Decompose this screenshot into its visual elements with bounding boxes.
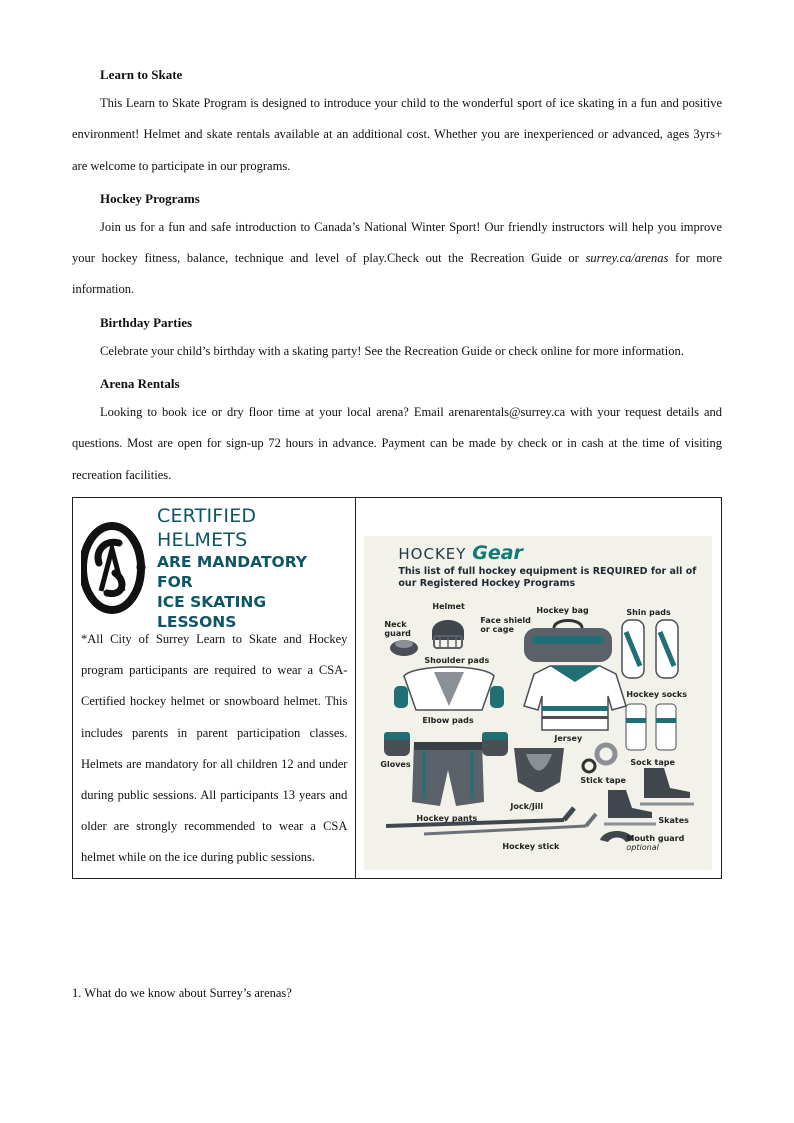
svg-text:R: R xyxy=(139,564,143,571)
label-helmet: Helmet xyxy=(432,601,465,611)
gear-title xyxy=(398,542,523,564)
section-body: Celebrate your child’s birthday with a skating party! See the Recreation Guide or check online for more information. xyxy=(100,343,684,358)
body-text: for more information. xyxy=(72,251,723,297)
label-jersey: Jersey xyxy=(554,733,583,743)
section-hockey-programs xyxy=(72,186,722,306)
info-table xyxy=(72,497,722,879)
label-neck-guard: Neck guard xyxy=(384,619,411,638)
section-arena-rentals xyxy=(72,371,722,491)
section-heading: Birthday Parties xyxy=(100,314,193,330)
label-hockey-socks: Hockey socks xyxy=(626,689,687,699)
label-sock-tape: Sock tape xyxy=(630,757,675,767)
hockey-socks-icon xyxy=(626,704,676,750)
hockey-pants-icon xyxy=(412,742,484,806)
question-1: 1. What do we know about Surrey’s arenas? xyxy=(72,986,292,1000)
label-hockey-bag: Hockey bag xyxy=(536,605,589,615)
gear-subtitle: This list of full hockey equipment is REQUIRED for all of our Registered Hockey Programs xyxy=(398,565,697,589)
hockey-bag-icon xyxy=(524,620,612,662)
label-stick-tape: Stick tape xyxy=(580,775,626,785)
label-optional: optional xyxy=(626,842,659,852)
section-body: This Learn to Skate Program is designed to introduce your child to the wonderful sport of ice skating in a fun and positive environment! Helmet and skate rentals available at an additional cost. Whether you are inexperienced or advanced, ages 3yrs+ are welcome to participate in our programs. xyxy=(72,96,722,173)
shin-pads-icon xyxy=(622,620,678,678)
jersey-icon xyxy=(524,666,626,730)
section-heading: Hockey Programs xyxy=(100,190,200,206)
label-elbow-pads: Elbow pads xyxy=(422,715,474,725)
tape-icon xyxy=(583,745,615,772)
label-face-shield: Face shield or cage xyxy=(480,615,531,634)
gear-title-word2: Gear xyxy=(472,541,523,564)
hockey-gear-poster xyxy=(364,536,712,870)
shoulder-pads-icon xyxy=(394,667,504,710)
gear-title-word1: HOCKEY xyxy=(398,544,467,563)
neck-guard-icon xyxy=(390,640,418,656)
csa-line-2: ARE MANDATORY FOR xyxy=(157,552,308,591)
section-learn-to-skate xyxy=(72,62,722,182)
label-gloves: Gloves xyxy=(380,759,411,769)
jock-jill-icon xyxy=(514,748,564,792)
section-body xyxy=(72,212,722,306)
csa-line-3: ICE SKATING LESSONS xyxy=(157,592,267,631)
csa-line-1: CERTIFIED HELMETS xyxy=(157,504,257,551)
label-shin-pads: Shin pads xyxy=(626,607,671,617)
label-skates: Skates xyxy=(658,815,689,825)
gear-cell xyxy=(356,497,722,878)
section-heading: Learn to Skate xyxy=(100,67,183,82)
csa-logo-icon xyxy=(81,521,147,615)
helmet-icon xyxy=(432,620,464,648)
helmet-note: *All City of Surrey Learn to Skate and Hockey program participants are required to wear a CSA-Certified hockey helmet or snowboard helmet. This includes parents in parent participation classes. Helmets are mandatory for all children 12 and under during public sessions. All participants 13 years and older are strongly recommended to wear a CSA helmet while on the ice during public sessions. xyxy=(81,631,348,865)
label-jock-jill: Jock/Jill xyxy=(510,801,544,811)
helmet-cell xyxy=(73,497,356,878)
label-shoulder-pads: Shoulder pads xyxy=(424,655,490,665)
section-birthday-parties xyxy=(72,310,722,367)
label-mouth-guard: Mouth guard xyxy=(626,833,685,843)
section-body: Looking to book ice or dry floor time at your local arena? Email arenarentals@surrey.ca with your request details and questions. Most are open for sign-up 72 hours in advance. Payment can be made by check or in cash at the time of visiting recreation facilities. xyxy=(72,405,722,482)
body-text: Join us for a fun and safe introduction to Canada’s National Winter Sport! Our friendly instructors will help you improve your hockey fitness, balance, technique and level of play.Check out the Recreation Guide or xyxy=(72,219,722,266)
section-heading: Arena Rentals xyxy=(100,376,180,392)
document-page xyxy=(72,62,722,879)
arenas-link[interactable]: surrey.ca/arenas xyxy=(585,251,669,266)
csa-banner xyxy=(81,504,347,631)
label-hockey-stick: Hockey stick xyxy=(502,841,560,851)
csa-banner-text xyxy=(157,504,347,632)
label-hockey-pants: Hockey pants xyxy=(416,813,478,823)
